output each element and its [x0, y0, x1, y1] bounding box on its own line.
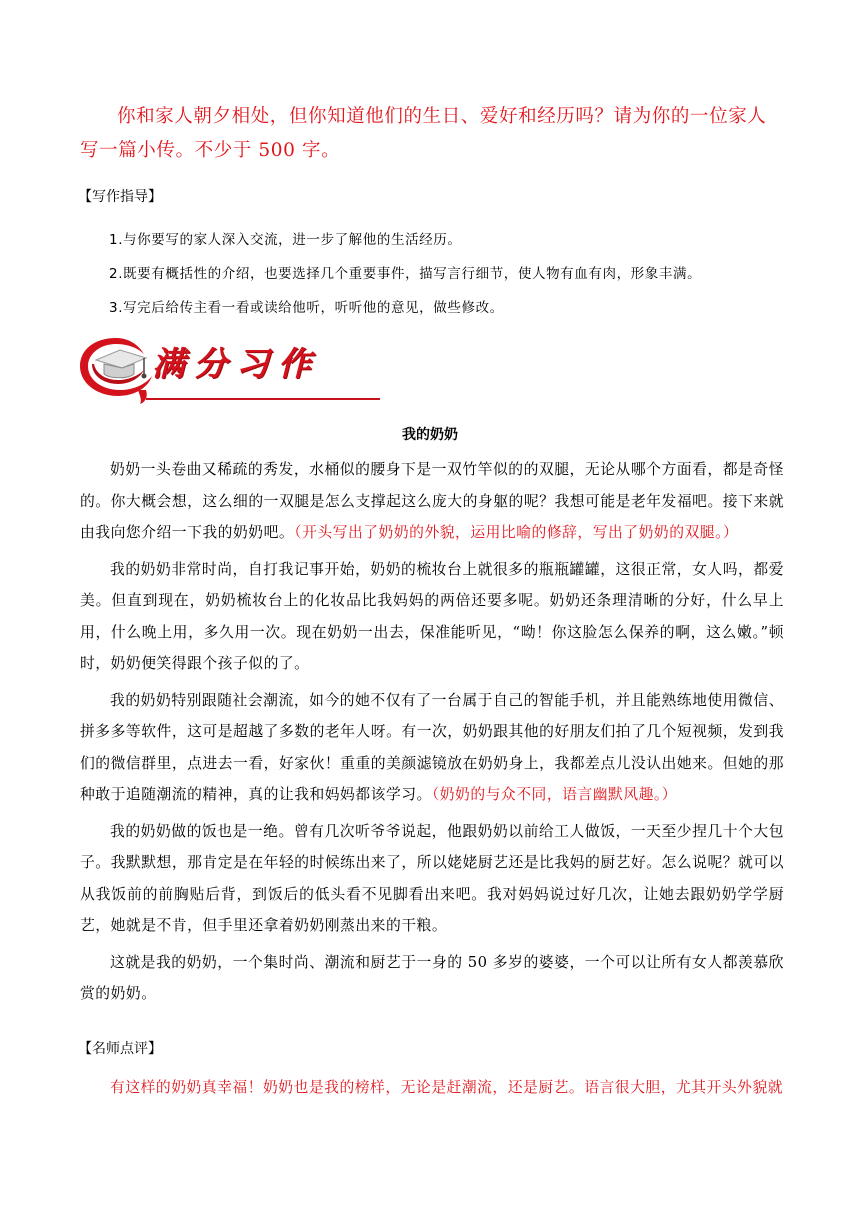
- paragraph-text: 我的奶奶做的饭也是一绝。曾有几次听爷爷说起，他跟奶奶以前给工人做饭，一天至少捏几十个大包子。我默默想，那肯定是在年轻的时候练出来了，所以姥姥厨艺还是比我妈的厨艺好。怎么说呢？就可以从我饭前的前胸贴后背，到饭后的低头看不见脚看出来吧。我对妈妈说过好几次，让她去跟奶奶学学厨艺，她就是不肯，但手里还拿着奶奶刚蒸出来的干粮。: [80, 822, 784, 934]
- guide-item: 3.写完后给传主看一看或读给他听，听听他的意见，做些修改。: [109, 300, 504, 316]
- essay-title: 我的奶奶: [402, 427, 458, 443]
- guide-item: 1.与你要写的家人深入交流，进一步了解他的生活经历。: [109, 232, 462, 248]
- paragraph-text: 奶奶一头卷曲又稀疏的秀发，水桶似的腰身下是一双竹竿似的的双腿，无论从哪个方面看，都是奇怪的。你大概会想，这么细的一双腿是怎么支撑起这么庞大的身躯的呢？我想可能是老年发福吧。接下来就由我向您介绍一下我的奶奶吧。: [80, 461, 784, 541]
- essay-paragraph: [80, 816, 784, 942]
- guide-item: 2.既要有概括性的介绍，也要选择几个重要事件，描写言行细节，使人物有血有肉，形象丰满。: [109, 266, 702, 282]
- essay-paragraph: [80, 454, 784, 549]
- essay-body: [80, 454, 784, 1015]
- graduation-cap-icon: [76, 334, 156, 406]
- annotation-note: （奶奶的与众不同，语言幽默风趣。）: [431, 786, 678, 803]
- banner-underline: [146, 398, 380, 400]
- banner-title: 满分习作: [152, 344, 320, 383]
- paragraph-text: 我的奶奶特别跟随社会潮流，如今的她不仅有了一台属于自己的智能手机，并且能熟练地使用微信、拼多多等软件，这可是超越了多数的老年人呀。有一次，奶奶跟其他的好朋友们拍了几个短视频，发到我们的微信群里，点进去一看，好家伙！重重的美颜滤镜放在奶奶身上，我都差点儿没认出她来。但她的那种敢于追随潮流的精神，真的让我和妈妈都该学习。: [80, 691, 784, 803]
- essay-paragraph: [80, 554, 784, 680]
- essay-paragraph: [80, 947, 784, 1010]
- teacher-review-text: 有这样的奶奶真幸福！奶奶也是我的榜样，无论是赶潮流，还是厨艺。语言很大胆，尤其开头外貌就: [110, 1079, 784, 1096]
- annotation-note: （开头写出了奶奶的外貌，运用比喻的修辞，写出了奶奶的双腿。）: [294, 524, 739, 541]
- writing-prompt: 你和家人朝夕相处，但你知道他们的生日、爱好和经历吗？请为你的一位家人写一篇小传。不少于 500 字。: [80, 106, 767, 161]
- teacher-review-heading: 【名师点评】: [78, 1041, 162, 1057]
- paragraph-text: 这就是我的奶奶，一个集时尚、潮流和厨艺于一身的 50 多岁的婆婆，一个可以让所有女人都羡慕欣赏的奶奶。: [80, 953, 784, 1002]
- writing-guide-heading: 【写作指导】: [78, 189, 162, 205]
- full-marks-banner: [76, 334, 320, 406]
- essay-paragraph: [80, 685, 784, 811]
- paragraph-text: 我的奶奶非常时尚，自打我记事开始，奶奶的梳妆台上就很多的瓶瓶罐罐，这很正常，女人吗，都爱美。但直到现在，奶奶梳妆台上的化妆品比我妈妈的两倍还要多呢。奶奶还条理清晰的分好，什么早上用，什么晚上用，多久用一次。现在奶奶一出去，保准能听见，“呦！你这脸怎么保养的啊，这么嫩。”顿时，奶奶便笑得跟个孩子似的了。: [80, 560, 784, 672]
